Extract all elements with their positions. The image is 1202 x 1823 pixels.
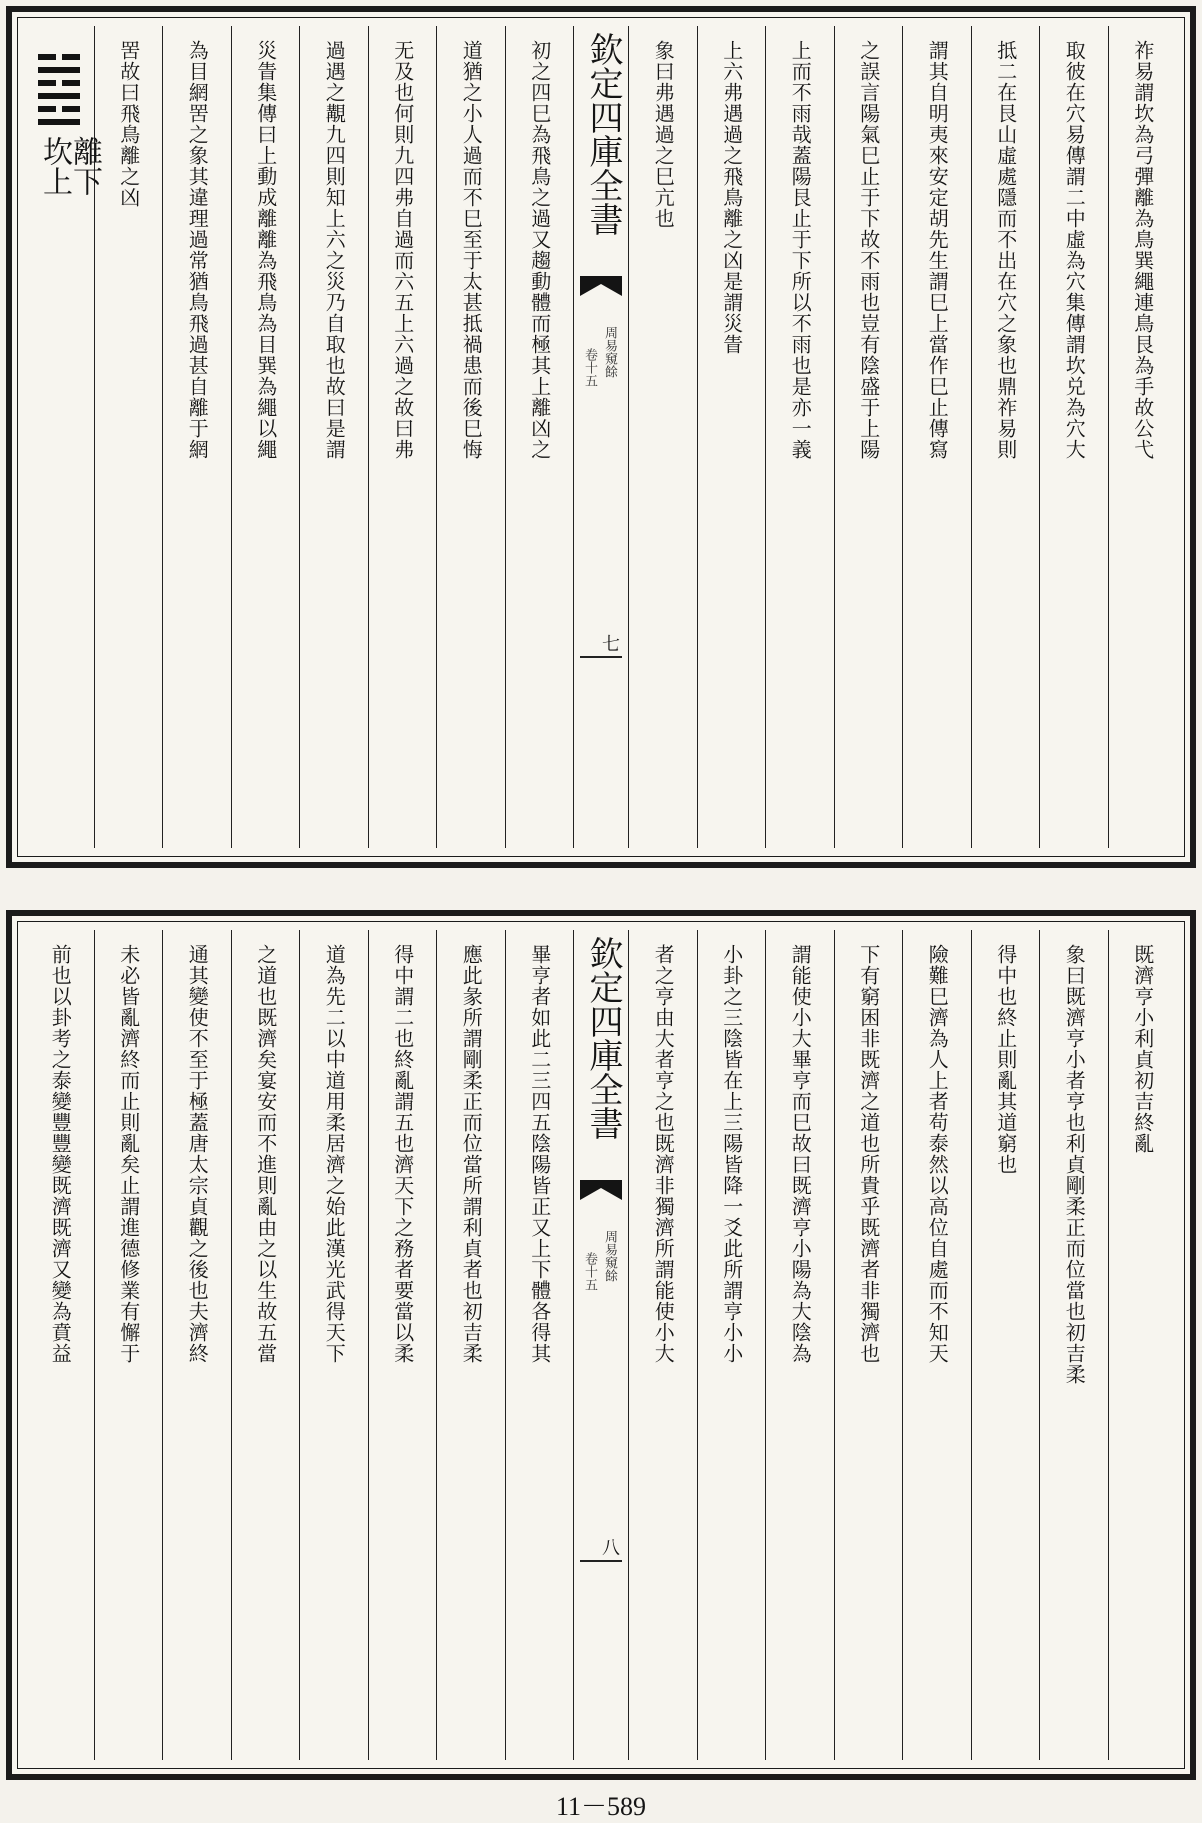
column-text: 得中謂二也終亂謂五也濟天下之務者要當以柔 xyxy=(390,944,415,1364)
column-text: 象曰弗遇過之巳亢也 xyxy=(651,40,676,229)
column-text: 小卦之三陰皆在上三陽皆降一爻此所謂亨小小 xyxy=(719,944,744,1364)
column-text: 過遇之覯九四則知上六之災乃自取也故曰是謂 xyxy=(322,40,347,460)
text-column xyxy=(902,26,971,848)
text-column xyxy=(299,26,368,848)
book-title: 周易窺餘 xyxy=(602,1230,617,1282)
column-text: 謂其自明夷來安定胡先生謂巳上當作巳止傳寫 xyxy=(925,40,950,460)
text-columns-top xyxy=(26,26,1176,848)
divider xyxy=(580,656,622,658)
leaf-number: 八 xyxy=(599,1538,620,1556)
center-fold-column xyxy=(573,26,628,848)
text-column xyxy=(231,930,300,1760)
column-text: 之道也既濟矣宴安而不進則亂由之以生故五當 xyxy=(253,944,278,1364)
text-column xyxy=(765,26,834,848)
column-text: 象曰既濟亨小者亨也利貞剛柔正而位當也初吉柔 xyxy=(1062,944,1087,1385)
text-column xyxy=(1039,26,1108,848)
text-column xyxy=(162,930,231,1760)
text-column xyxy=(971,930,1040,1760)
text-column xyxy=(505,26,574,848)
book-series-title: 欽定四庫全書 xyxy=(583,936,623,1140)
fish-tail-mark-icon xyxy=(580,276,622,296)
text-column xyxy=(368,26,437,848)
column-text: 之誤言陽氣巳止于下故不雨也豈有陰盛于上陽 xyxy=(856,40,881,460)
column-text: 既濟亨小利貞初吉終亂 xyxy=(1130,944,1155,1154)
column-text: 通其變使不至于極蓋唐太宗貞觀之後也夫濟終 xyxy=(185,944,210,1364)
column-text: 畢亨者如此二三四五陰陽皆正又上下體各得其 xyxy=(527,944,552,1364)
column-text: 道猶之小人過而不巳至于太甚抵禍患而後巳悔 xyxy=(459,40,484,460)
center-fold-column xyxy=(573,930,628,1760)
text-column xyxy=(765,930,834,1760)
column-text: 道為先二以中道用柔居濟之始此漢光武得天下 xyxy=(322,944,347,1364)
fish-tail-mark-icon xyxy=(580,1180,622,1200)
hexagram-column xyxy=(26,26,102,848)
text-column xyxy=(436,26,505,848)
volume-label: 卷十五 xyxy=(582,348,597,387)
column-text: 上六弗遇過之飛鳥離之凶是謂災眚 xyxy=(719,40,744,355)
text-column xyxy=(697,26,766,848)
book-series-title: 欽定四庫全書 xyxy=(583,32,623,236)
text-column xyxy=(628,930,697,1760)
page-footer-number: 11－589 xyxy=(555,1792,647,1821)
text-column xyxy=(94,930,163,1760)
divider xyxy=(580,1560,622,1562)
text-columns-bottom xyxy=(26,930,1176,1760)
column-text: 災眚集傳曰上動成離離為飛鳥為目巽為繩以繩 xyxy=(253,40,278,460)
text-column xyxy=(436,930,505,1760)
text-column xyxy=(368,930,437,1760)
text-column xyxy=(628,26,697,848)
column-text: 得中也終止則亂其道窮也 xyxy=(993,944,1018,1175)
column-text: 為目網罟之象其違理過常猶鳥飛過甚自離于網 xyxy=(185,40,210,460)
text-column xyxy=(902,930,971,1760)
hexagram-icon xyxy=(38,54,80,132)
column-text: 下有窮困非既濟之道也所貴乎既濟者非獨濟也 xyxy=(856,944,881,1364)
column-text: 抵二在艮山虛處隱而不出在穴之象也鼎祚易則 xyxy=(993,40,1018,460)
column-text: 初之四巳為飛鳥之過又趨動體而極其上離凶之 xyxy=(527,40,552,460)
text-column xyxy=(1108,26,1177,848)
column-text: 取彼在穴易傳謂二中虛為穴集傳謂坎兑為穴大 xyxy=(1062,40,1087,460)
hexagram-upper-label: 坎上 xyxy=(37,136,72,196)
column-text: 險難巳濟為人上者苟泰然以高位自處而不知天 xyxy=(925,944,950,1364)
column-text: 上而不雨哉蓋陽艮止于下所以不雨也是亦一義 xyxy=(788,40,813,460)
column-text: 未必皆亂濟終而止則亂矣止謂進德修業有懈于 xyxy=(116,944,141,1364)
text-column xyxy=(1039,930,1108,1760)
book-title: 周易窺餘 xyxy=(602,326,617,378)
text-column xyxy=(299,930,368,1760)
page-bottom xyxy=(6,910,1196,1780)
text-column xyxy=(697,930,766,1760)
text-column xyxy=(834,26,903,848)
volume-label: 卷十五 xyxy=(582,1252,597,1291)
column-text: 謂能使小大畢亨而巳故曰既濟亨小陽為大陰為 xyxy=(788,944,813,1364)
column-text: 祚易謂坎為弓彈離為鳥巽繩連鳥艮為手故公弋 xyxy=(1130,40,1155,460)
column-text: 者之亨由大者亨之也既濟非獨濟所謂能使小大 xyxy=(651,944,676,1364)
text-column xyxy=(971,26,1040,848)
column-text: 罟故曰飛鳥離之凶 xyxy=(116,40,141,208)
text-column xyxy=(1108,930,1177,1760)
text-column xyxy=(834,930,903,1760)
text-column xyxy=(162,26,231,848)
column-text: 應此彖所謂剛柔正而位當所謂利貞者也初吉柔 xyxy=(459,944,484,1364)
page-top xyxy=(6,6,1196,868)
column-text: 前也以卦考之泰變豐豐變既濟既濟又變為賁益 xyxy=(48,944,73,1364)
leaf-number: 七 xyxy=(599,634,620,652)
column-text: 无及也何則九四弗自過而六五上六過之故曰弗 xyxy=(390,40,415,460)
hexagram-lower-label: 離下 xyxy=(67,136,102,196)
text-column xyxy=(231,26,300,848)
text-column xyxy=(505,930,574,1760)
text-column xyxy=(26,930,94,1760)
